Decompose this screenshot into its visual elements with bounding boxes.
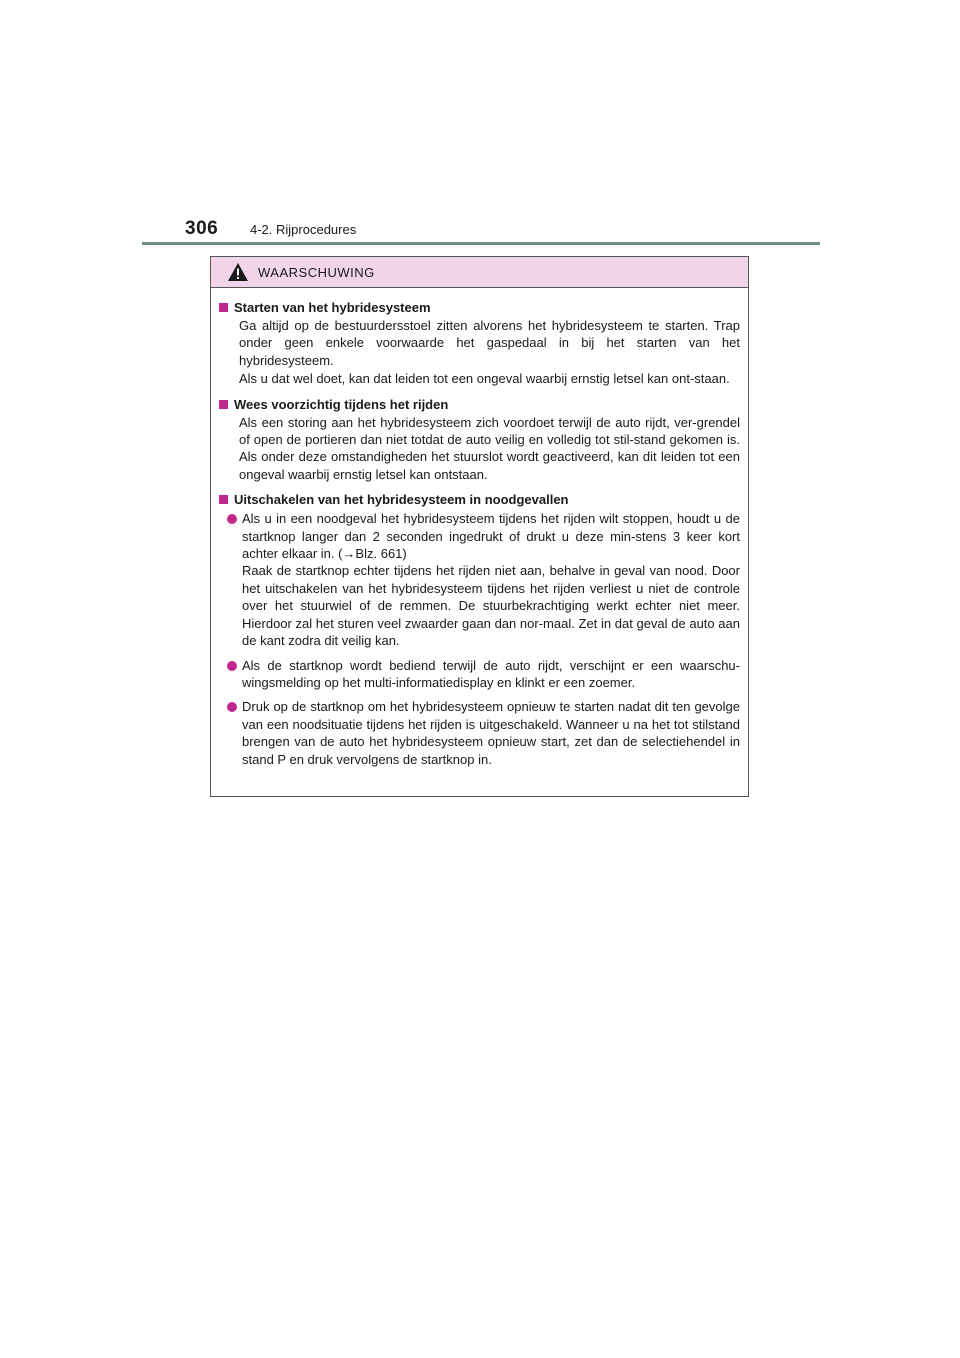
warning-box — [210, 256, 749, 797]
warning-title: WAARSCHUWING — [258, 264, 375, 280]
bullet-text — [242, 698, 740, 768]
warning-body — [211, 288, 748, 796]
bullet-line: Als de startknop wordt bediend terwijl de auto rijdt, verschijnt er een waarschu-wingsmelding op het multi-informatiedisplay en klinkt er een zoemer. — [242, 657, 740, 690]
bullet-line: Als u in een noodgeval het hybridesysteem tijdens het rijden wilt stoppen, houdt u de startknop langer dan 2 seconden ingedrukt of drukt u deze min-stens 3 keer kort achter elkaar in. (→Blz. 661) — [242, 511, 740, 562]
square-bullet-icon — [219, 400, 228, 409]
section-heading — [219, 299, 740, 316]
bullet-item — [227, 510, 740, 649]
section-heading-text: Wees voorzichtig tijdens het rijden — [234, 396, 449, 412]
paragraph: Ga altijd op de bestuurdersstoel zitten alvorens het hybridesysteem te starten. Trap onder geen enkele voorwaarde het gaspedaal in bij het starten van het hybridesysteem. — [239, 318, 740, 368]
square-bullet-icon — [219, 495, 228, 504]
section-heading-text: Starten van het hybridesysteem — [234, 300, 431, 315]
paragraph: Als u dat wel doet, kan dat leiden tot een ongeval waarbij ernstig letsel kan ont-staan. — [239, 371, 730, 387]
section-heading — [219, 396, 740, 413]
bullet-text — [242, 510, 740, 649]
warning-header — [211, 257, 748, 288]
bullet-item — [227, 698, 740, 768]
page-number: 306 — [185, 218, 219, 239]
section-heading-text: Uitschakelen van het hybridesysteem in noodgevallen — [234, 492, 569, 508]
warning-section — [219, 299, 740, 388]
bullet-item — [227, 657, 740, 692]
round-bullet-icon — [227, 702, 237, 712]
header-divider — [142, 242, 820, 245]
square-bullet-icon — [219, 303, 228, 312]
bullet-line: Druk op de startknop om het hybridesysteem opnieuw te starten nadat dit ten gevolge van een noodsituatie tijdens het rijden is uitgeschakeld. Wanneer u na het tot stilstand brengen van de auto het hybridesysteem opnieuw start, zet dan de selectiehendel in stand P en druk vervolgens de startknop in. — [242, 699, 740, 767]
round-bullet-icon — [227, 514, 237, 524]
round-bullet-icon — [227, 661, 237, 671]
bullet-line: Raak de startknop echter tijdens het rijden niet aan, behalve in geval van nood. Door het uitschakelen van het hybridesysteem tijdens het rijden verliest u niet de controle over het stuurwiel of de remmen. De stuurbekrachtiging werkt echter niet meer. Hierdoor zal het sturen veel zwaarder gaan dan nor-maal. Zet in dat geval de auto aan de kant zodra dit veilig kan. — [242, 563, 740, 649]
warning-section — [219, 396, 740, 484]
warning-section — [219, 491, 740, 768]
chapter-title: 4-2. Rijprocedures — [250, 222, 357, 237]
bullet-text — [242, 657, 740, 692]
section-heading — [219, 491, 740, 508]
paragraph: Als een storing aan het hybridesysteem zich voordoet terwijl de auto rijdt, ver-grendel of open de portieren dan niet totdat de auto veilig en volledig tot stil-stand gekomen is. Als onder deze omstandigheden het stuurslot wordt geactiveerd, kan dit leiden tot een ongeval waarbij ernstig letsel kan ontstaan. — [239, 414, 740, 482]
warning-triangle-icon — [227, 262, 249, 282]
